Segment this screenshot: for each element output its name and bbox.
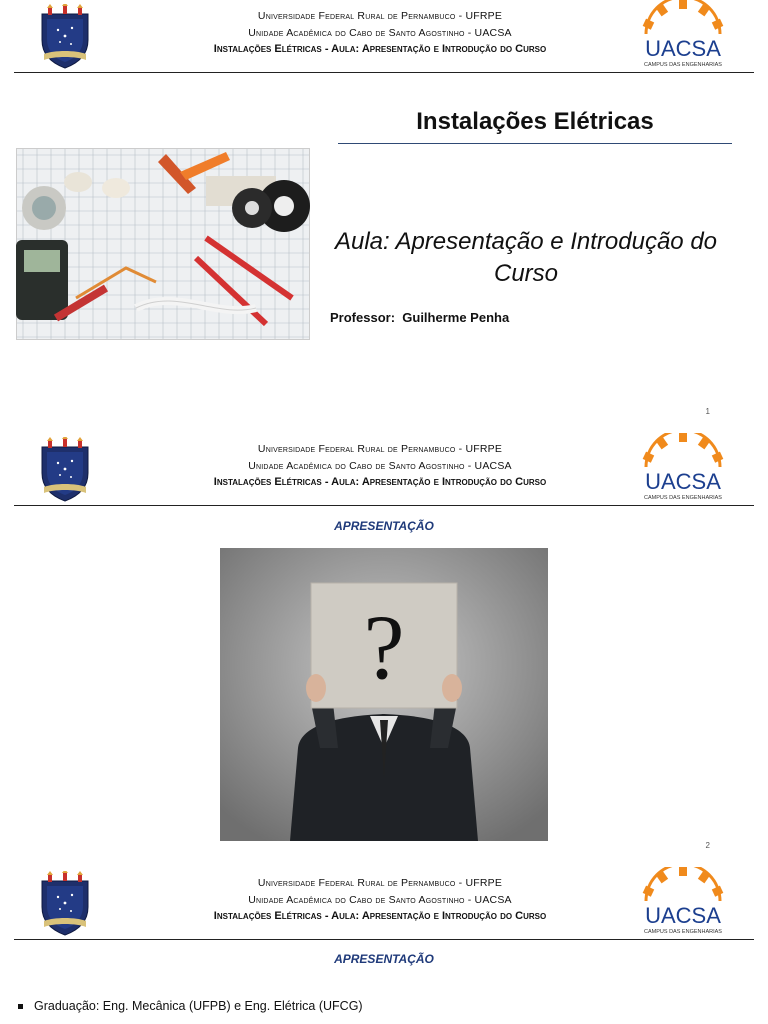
ufrpe-crest-logo bbox=[38, 4, 92, 70]
uacsa-logo bbox=[638, 433, 728, 505]
institution-header-text bbox=[150, 875, 610, 925]
uacsa-logo-text: UACSA bbox=[645, 469, 721, 494]
slide-header bbox=[0, 0, 768, 74]
uacsa-logo bbox=[638, 0, 728, 72]
institution-header-text bbox=[150, 8, 610, 58]
page-number: 2 bbox=[705, 841, 710, 850]
slide-title: Instalações Elétricas bbox=[416, 108, 654, 135]
professor-line bbox=[330, 310, 509, 325]
institution-header-text bbox=[150, 441, 610, 491]
slide-header bbox=[0, 867, 768, 941]
header-divider bbox=[14, 72, 754, 73]
unit-name: Unidade Acadêmica do Cabo de Santo Agostinho - UACSA bbox=[248, 459, 512, 472]
uacsa-logo-text: UACSA bbox=[645, 36, 721, 61]
title-underline bbox=[338, 143, 732, 144]
slide-header bbox=[0, 433, 768, 507]
lesson-subtitle: Aula: Apresentação e Introdução do Curso bbox=[334, 228, 718, 287]
header-divider bbox=[14, 505, 754, 506]
unit-name: Unidade Acadêmica do Cabo de Santo Agostinho - UACSA bbox=[248, 26, 512, 39]
ufrpe-crest-logo bbox=[38, 437, 92, 503]
uacsa-logo-subtext: CAMPUS DAS ENGENHARIAS bbox=[644, 495, 722, 501]
course-lesson-title: Instalações Elétricas - Aula: Apresentação e Introdução do Curso bbox=[213, 910, 547, 922]
university-name: Universidade Federal Rural de Pernambuco - UFRPE bbox=[257, 443, 503, 455]
course-lesson-title: Instalações Elétricas - Aula: Apresentação e Introdução do Curso bbox=[213, 476, 547, 488]
header-divider bbox=[14, 939, 754, 940]
question-mark-person-photo bbox=[220, 548, 548, 841]
course-lesson-title: Instalações Elétricas - Aula: Apresentação e Introdução do Curso bbox=[213, 43, 547, 55]
slide-1 bbox=[0, 0, 768, 433]
bullet-item: Graduação: Eng. Mecânica (UFPB) e Eng. Elétrica (UFCG) bbox=[18, 999, 363, 1013]
university-name: Universidade Federal Rural de Pernambuco - UFRPE bbox=[257, 877, 503, 889]
uacsa-logo-subtext: CAMPUS DAS ENGENHARIAS bbox=[644, 929, 722, 935]
uacsa-logo-subtext: CAMPUS DAS ENGENHARIAS bbox=[644, 62, 722, 68]
professor-label: Professor: bbox=[330, 310, 396, 325]
section-title: APRESENTAÇÃO bbox=[334, 519, 434, 533]
uacsa-logo bbox=[638, 867, 728, 939]
slide-3 bbox=[0, 867, 768, 1024]
professor-name: Guilherme Penha bbox=[402, 310, 510, 325]
slide-2 bbox=[0, 433, 768, 867]
university-name: Universidade Federal Rural de Pernambuco - UFRPE bbox=[257, 10, 503, 22]
page-number: 1 bbox=[705, 407, 710, 416]
ufrpe-crest-logo bbox=[38, 871, 92, 937]
unit-name: Unidade Acadêmica do Cabo de Santo Agostinho - UACSA bbox=[248, 893, 512, 906]
section-title: APRESENTAÇÃO bbox=[334, 952, 434, 966]
svg-text:?: ? bbox=[363, 596, 405, 698]
electrical-tools-photo bbox=[16, 148, 310, 340]
bullet-list bbox=[18, 999, 363, 1013]
uacsa-logo-text: UACSA bbox=[645, 903, 721, 928]
